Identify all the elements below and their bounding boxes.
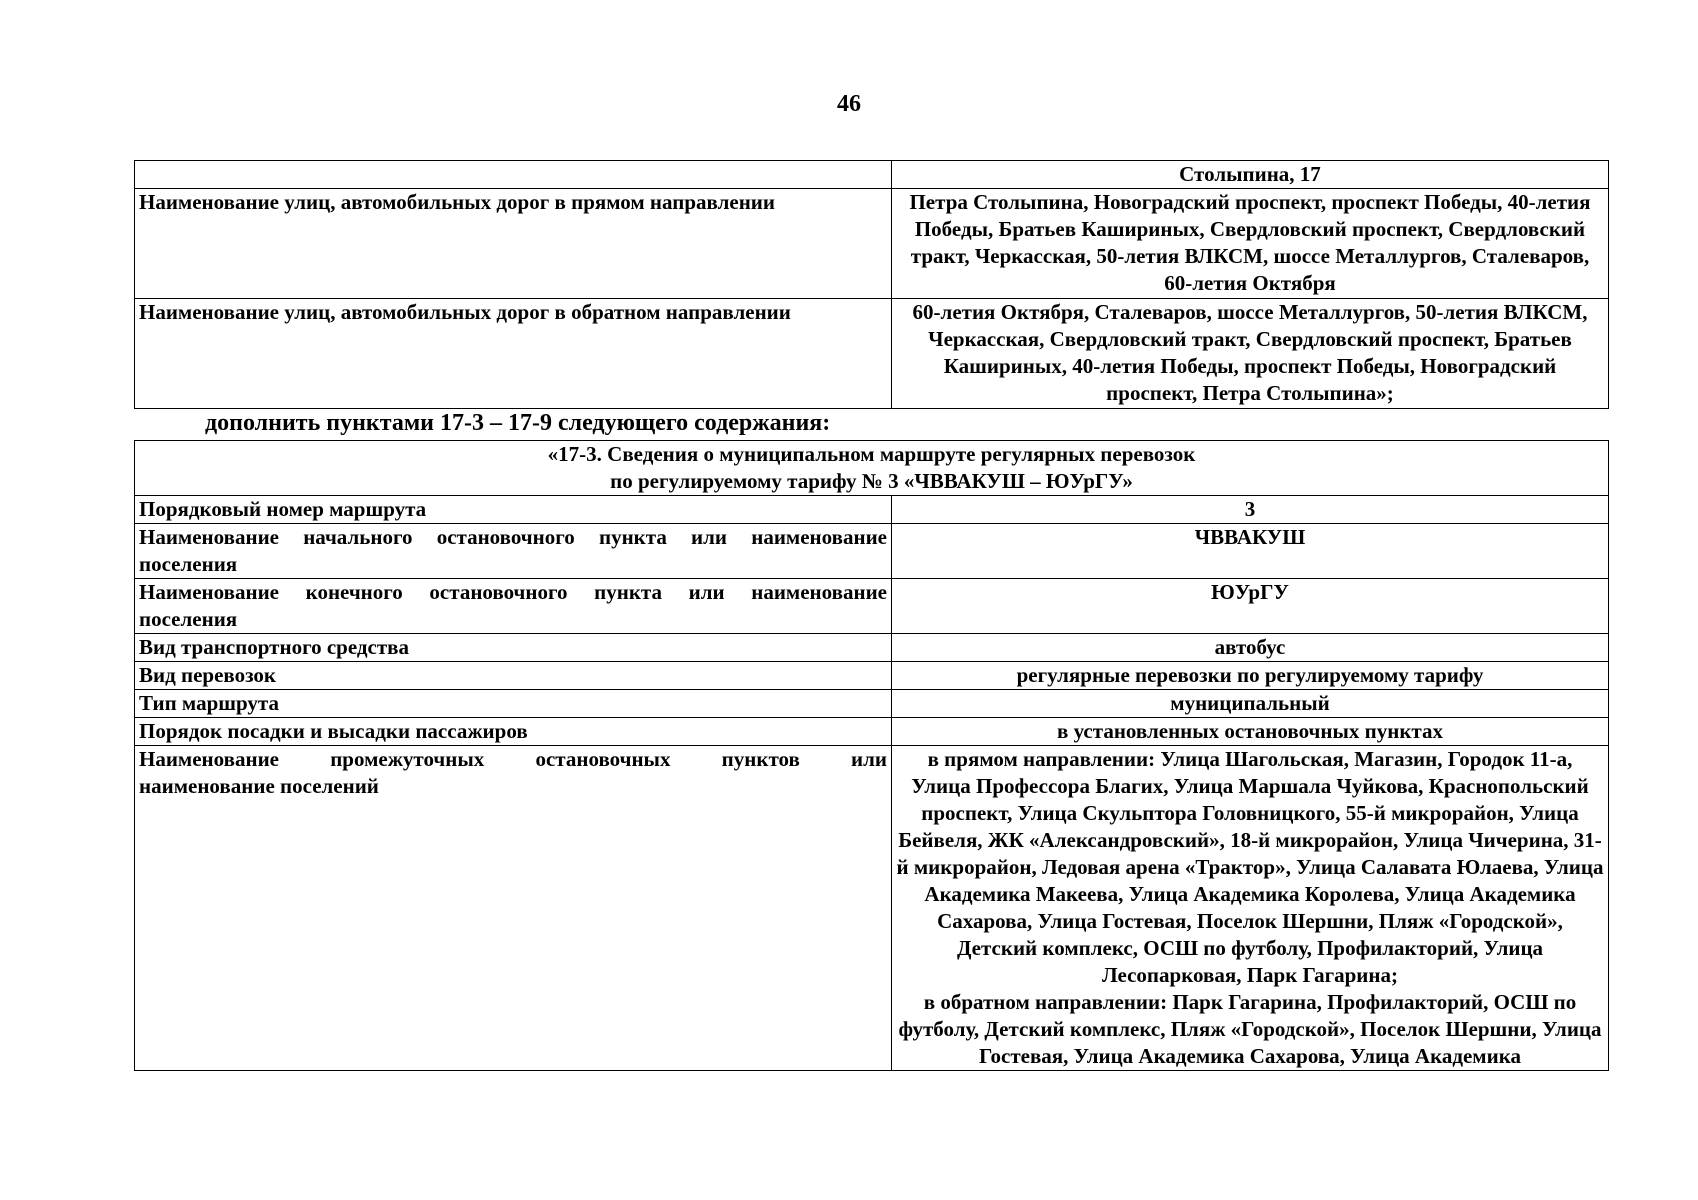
table-heading-row [135, 441, 1609, 496]
label-cell [135, 161, 892, 189]
label-line: Наименование начального остановочного пункта или наименование [139, 525, 887, 549]
value-cell: 3 [892, 496, 1609, 524]
route-info-table [134, 440, 1609, 1071]
value-cell: в установленных остановочных пунктах [892, 718, 1609, 746]
label-cell: Порядок посадки и высадки пассажиров [135, 718, 892, 746]
table-row [135, 662, 1609, 690]
table-row [135, 579, 1609, 634]
table-row [135, 718, 1609, 746]
table-row [135, 524, 1609, 579]
table-row [135, 299, 1609, 409]
route-streets-table [134, 160, 1609, 409]
label-cell [135, 524, 892, 579]
table-row [135, 496, 1609, 524]
table-row [135, 189, 1609, 299]
value-cell [892, 746, 1609, 1071]
table-row [135, 690, 1609, 718]
forward-stops: в прямом направлении: Улица Шагольская, Магазин, Городок 11-а, Улица Профессора Благих, Улица Маршала Чуйкова, Краснопольский проспект, Улица Скульптора Головницкого, 55-й микрорайон, Улица Бейвеля, ЖК «Александровский», 18-й микрорайон, Улица Чичерина, 31-й микрорайон, Ледовая арена «Трактор», Улица Салавата Юлаева, Улица Академика Макеева, Улица Академика Королева, Улица Академика Сахарова, Улица Гостевая, Поселок Шершни, Пляж «Городской», Детский комплекс, ОСШ по футболу, Профилакторий, Улица Лесопарковая, Парк Гагарина; [896, 747, 1604, 987]
value-cell: автобус [892, 634, 1609, 662]
label-cell [135, 579, 892, 634]
value-cell: ЮУрГУ [892, 579, 1609, 634]
label-line: наименование поселений [139, 774, 379, 798]
value-cell: регулярные перевозки по регулируемому тарифу [892, 662, 1609, 690]
label-line: Наименование конечного остановочного пункта или наименование [139, 580, 887, 604]
value-cell: муниципальный [892, 690, 1609, 718]
backward-stops: в обратном направлении: Парк Гагарина, Профилакторий, ОСШ по футболу, Детский комплекс, Пляж «Городской», Поселок Шершни, Улица Гостевая, Улица Академика Сахарова, Улица Академика [898, 990, 1602, 1068]
label-cell [135, 746, 892, 1071]
value-cell: Петра Столыпина, Новоградский проспект, проспект Победы, 40-летия Победы, Братьев Кашириных, Свердловский проспект, Свердловский тракт, Черкасская, 50-летия ВЛКСМ, шоссе Металлургов, Сталеваров, 60-летия Октября [892, 189, 1609, 299]
label-cell: Наименование улиц, автомобильных дорог в обратном направлении [135, 299, 892, 409]
heading-line: по регулируемому тарифу № 3 «ЧВВАКУШ – ЮУрГУ» [610, 469, 1133, 493]
value-cell: 60-летия Октября, Сталеваров, шоссе Металлургов, 50-летия ВЛКСМ, Черкасская, Свердловский тракт, Свердловский проспект, Братьев Кашириных, 40-летия Победы, проспект Победы, Новоградский проспект, Петра Столыпина»; [892, 299, 1609, 409]
value-cell: Столыпина, 17 [892, 161, 1609, 189]
label-cell: Тип маршрута [135, 690, 892, 718]
table-heading [135, 441, 1609, 496]
table-row [135, 161, 1609, 189]
label-cell: Наименование улиц, автомобильных дорог в прямом направлении [135, 189, 892, 299]
page-number: 46 [837, 91, 861, 117]
table-row [135, 634, 1609, 662]
label-line: поселения [139, 607, 238, 631]
label-cell: Вид перевозок [135, 662, 892, 690]
label-cell: Вид транспортного средства [135, 634, 892, 662]
label-cell: Порядковый номер маршрута [135, 496, 892, 524]
amendment-intro-text: дополнить пунктами 17-3 – 17-9 следующего содержания: [205, 410, 831, 436]
label-line: поселения [139, 552, 238, 576]
value-cell: ЧВВАКУШ [892, 524, 1609, 579]
label-line: Наименование промежуточных остановочных пунктов или [139, 747, 887, 771]
heading-line: «17-3. Сведения о муниципальном маршруте регулярных перевозок [547, 442, 1196, 466]
table-row [135, 746, 1609, 1071]
